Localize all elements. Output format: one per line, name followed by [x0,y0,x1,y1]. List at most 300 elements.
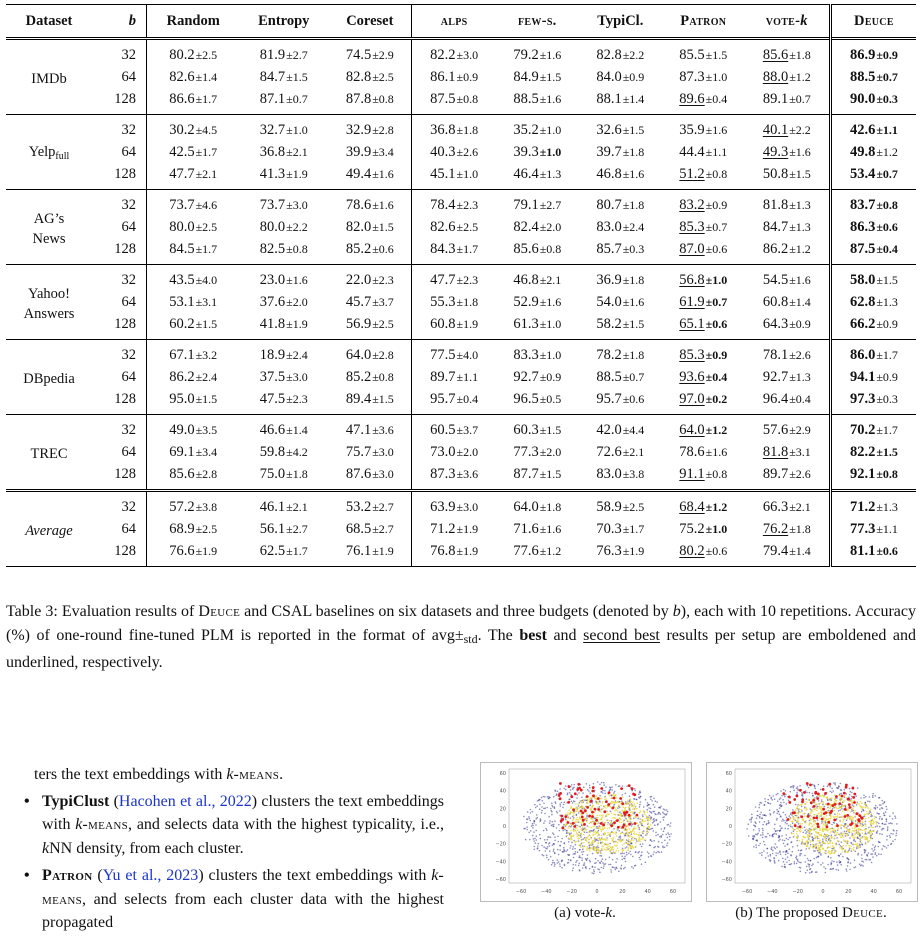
scatter-point [780,828,782,830]
scatter-point [622,806,624,808]
scatter-point [832,849,834,851]
scatter-point [607,824,609,826]
scatter-point [864,829,866,831]
scatter-point [587,789,589,791]
scatter-point [872,856,874,858]
scatter-point [607,813,609,815]
scatter-point [837,832,839,834]
scatter-point [575,844,577,846]
scatter-point [802,839,804,841]
scatter-point [630,840,632,842]
scatter-point [605,807,607,809]
selected-point [617,826,620,829]
scatter-point [616,858,618,860]
scatter-point [611,847,613,849]
scatter-point [670,822,672,824]
scatter-point [894,839,896,841]
scatter-point [780,797,782,799]
scatter-point [576,825,578,827]
scatter-point [753,829,755,831]
value-cell: 96.4±0.4 [762,390,811,407]
scatter-point [818,832,820,834]
scatter-point [785,790,787,792]
selected-point [597,808,600,811]
scatter-point [539,820,541,822]
scatter-point [861,811,863,813]
scatter-point [649,820,651,822]
scatter-point [838,786,840,788]
scatter-point [824,825,826,827]
scatter-point [543,846,545,848]
scatter-point [628,807,630,809]
caption-best: best [519,627,547,644]
scatter-point [772,799,774,801]
scatter-point [549,850,551,852]
scatter-point [806,808,808,810]
scatter-point [860,837,862,839]
scatter-point [870,823,872,825]
scatter-point [791,841,793,843]
value-cell: 87.0±0.6 [679,240,728,257]
table-row [6,463,916,491]
selected-point [826,825,829,828]
selected-point [813,817,816,820]
selected-point [610,824,613,827]
scatter-point [793,787,795,789]
scatter-point [541,806,543,808]
scatter-point [778,837,780,839]
scatter-point [822,838,824,840]
scatter-point [878,853,880,855]
scatter-point [785,814,787,816]
scatter-point [532,827,534,829]
scatter-point [663,813,665,815]
scatter-point [789,864,791,866]
scatter-point [622,785,624,787]
scatter-point [802,818,804,820]
list-item-patron: • Patron (Yu et al., 2023) clusters the text embeddings with k-means, and selects from each cluster data with the highest propagated [24,867,444,931]
citation-link[interactable]: Hacohen et al., 2022 [118,792,252,810]
scatter-point [589,861,591,863]
selected-point [636,814,639,817]
scatter-point [868,817,870,819]
scatter-point [613,828,615,830]
table-row [6,441,916,463]
scatter-point [820,849,822,851]
scatter-point [563,788,565,790]
scatter-point [830,818,832,820]
value-cell: 88.5±0.7 [596,368,645,385]
scatter-point [882,823,884,825]
scatter-point [829,808,831,810]
scatter-point [855,833,857,835]
scatter-point [817,838,819,840]
scatter-point [881,834,883,836]
scatter-point [821,799,823,801]
scatter-point [667,832,669,834]
scatter-point [788,860,790,862]
scatter-point [570,837,572,839]
scatter-point [859,844,861,846]
scatter-point [799,817,801,819]
scatter-point [573,817,575,819]
caption-second-best: second best [583,627,660,644]
scatter-point [758,807,760,809]
scatter-point [814,835,816,837]
scatter-point [539,804,541,806]
scatter-point [768,822,770,824]
scatter-point [561,867,563,869]
selected-point [602,824,605,827]
scatter-point [549,820,551,822]
scatter-point [821,822,823,824]
scatter-point [800,809,802,811]
scatter-point [877,807,879,809]
scatter-point [829,800,831,802]
scatter-point [871,827,873,829]
dataset-name-cell: TREC [30,446,68,462]
scatter-point [557,862,559,864]
scatter-point [835,825,837,827]
scatter-point [615,794,617,796]
scatter-point [836,861,838,863]
scatter-point [618,850,620,852]
scatter-point [629,795,631,797]
scatter-point [823,831,825,833]
scatter-point [578,838,580,840]
selected-point [628,784,631,787]
scatter-point [760,834,762,836]
scatter-point [875,805,877,807]
scatter-point [577,811,579,813]
scatter-point [828,846,830,848]
scatter-point [871,834,873,836]
scatter-point [825,872,827,874]
scatter-point [610,822,612,824]
scatter-point [870,809,872,811]
scatter-point [834,848,836,850]
scatter-point [587,800,589,802]
scatter-point [542,800,544,802]
scatter-point [776,809,778,811]
scatter-point [852,818,854,820]
scatter-point [769,809,771,811]
scatter-point [616,868,618,870]
scatter-point [871,813,873,815]
scatter-point [580,836,582,838]
scatter-point [775,852,777,854]
scatter-point [766,848,768,850]
scatter-point [588,826,590,828]
scatter-point [838,844,840,846]
scatter-point [876,855,878,857]
scatter-point [618,840,620,842]
scatter-point [651,800,653,802]
header-patron: Patron [680,12,727,29]
value-cell: 88.5±0.7 [830,66,916,88]
scatter-point [557,812,559,814]
selected-point [788,801,791,804]
scatter-point [860,807,862,809]
scatter-point [884,824,886,826]
value-cell: 76.3±1.9 [596,542,645,559]
scatter-point [790,854,792,856]
scatter-point [827,829,829,831]
selected-point [787,818,790,821]
scatter-point [595,830,597,832]
value-cell: 89.7±2.6 [762,465,811,482]
scatter-point [841,789,843,791]
budget-cell: 64 [92,291,147,313]
scatter-point [860,865,862,867]
selected-point [560,815,563,818]
scatter-point [552,844,554,846]
scatter-point [773,811,775,813]
scatter-point [604,796,606,798]
selected-point [634,822,637,825]
scatter-point [895,835,897,837]
scatter-point [544,813,546,815]
scatter-point [862,806,864,808]
value-cell: 47.7±2.3 [412,265,496,292]
scatter-point [573,864,575,866]
scatter-point [615,817,617,819]
scatter-point [604,822,606,824]
scatter-point [621,832,623,834]
scatter-point [664,840,666,842]
selected-point [844,815,847,818]
selected-point [619,797,622,800]
scatter-point [554,840,556,842]
scatter-point [554,865,556,867]
selected-point [586,806,589,809]
scatter-point [800,823,802,825]
scatter-point [865,807,867,809]
selected-point [801,801,804,804]
selected-point [590,800,593,803]
scatter-point [814,850,816,852]
scatter-point [652,828,654,830]
scatter-point [605,838,607,840]
scatter-point [847,825,849,827]
scatter-point [825,853,827,855]
scatter-point [594,833,596,835]
scatter-point [629,798,631,800]
scatter-point [816,807,818,809]
scatter-point [856,848,858,850]
scatter-point [558,861,560,863]
value-cell: 87.3±3.6 [412,463,496,491]
budget-cell: 128 [92,463,147,491]
value-cell: 42.0±4.4 [596,421,645,438]
scatter-point [843,839,845,841]
scatter-point [593,832,595,834]
scatter-point [836,869,838,871]
scatter-point [591,872,593,874]
scatter-point [626,842,628,844]
scatter-point [666,813,668,815]
scatter-point [804,808,806,810]
scatter-point [533,831,535,833]
selected-point [843,792,846,795]
selected-point [782,792,785,795]
scatter-point [572,848,574,850]
scatter-point [582,792,584,794]
scatter-point [641,831,643,833]
scatter-point [599,850,601,852]
scatter-point [879,826,881,828]
budget-cell: 64 [92,216,147,238]
scatter-point [824,850,826,852]
scatter-point [653,851,655,853]
scatter-point [749,819,751,821]
scatter-point [597,781,599,783]
scatter-point [589,850,591,852]
scatter-point [859,863,861,865]
scatter-point [602,814,604,816]
scatter-point [626,829,628,831]
selected-point [792,811,795,814]
scatter-point [594,798,596,800]
scatter-point [806,798,808,800]
value-cell: 56.8±1.0 [679,271,728,288]
table-row [6,415,916,442]
scatter-point [855,795,857,797]
value-cell: 92.7±0.9 [513,368,562,385]
scatter-point [657,834,659,836]
scatter-point [617,811,619,813]
scatter-point [564,865,566,867]
scatter-point [636,799,638,801]
scatter-point [585,839,587,841]
scatter-point [779,814,781,816]
scatter-point [611,801,613,803]
value-cell: 82.0±1.5 [345,218,394,235]
scatter-point [843,845,845,847]
scatter-point [867,855,869,857]
scatter-point [562,830,564,832]
scatter-point [639,857,641,859]
scatter-point [791,833,793,835]
scatter-point [865,831,867,833]
value-cell: 81.1±0.6 [830,540,916,567]
value-cell: 56.9±2.5 [345,315,394,332]
scatter-point [627,820,629,822]
scatter-point [637,818,639,820]
selected-point [573,825,576,828]
scatter-point [761,852,763,854]
scatter-point [854,836,856,838]
scatter-point [533,840,535,842]
scatter-point [587,858,589,860]
scatter-point [819,840,821,842]
scatter-point [642,843,644,845]
scatter-point [769,835,771,837]
scatter-point [815,846,817,848]
scatter-point [577,851,579,853]
scatter-point [620,853,622,855]
scatter-point [644,839,646,841]
value-cell: 60.3±1.5 [513,421,562,438]
scatter-point [756,834,758,836]
scatter-point [562,851,564,853]
value-cell: 37.5±3.0 [259,368,308,385]
citation-link[interactable]: Yu et al., 2023 [102,867,199,884]
scatter-point [620,835,622,837]
scatter-point [599,801,601,803]
value-cell: 97.3±0.3 [830,388,916,415]
scatter-point [834,794,836,796]
scatter-point [865,804,867,806]
scatter-point [597,802,599,804]
scatter-point [597,815,599,817]
scatter-point [658,812,660,814]
scatter-point [799,867,801,869]
selected-point [846,814,849,817]
scatter-point [610,847,612,849]
scatter-point [568,862,570,864]
scatter-point [817,806,819,808]
scatter-point [606,837,608,839]
scatter-point [754,836,756,838]
value-cell: 18.9±2.4 [259,346,308,363]
value-cell: 86.3±0.6 [830,216,916,238]
scatter-point [638,797,640,799]
scatter-point [780,815,782,817]
selected-point [836,824,839,827]
selected-point [788,796,791,799]
scatter-point [595,847,597,849]
scatter-point [875,826,877,828]
scatter-point [572,846,574,848]
scatter-point [816,857,818,859]
scatter-point [863,797,865,799]
scatter-point [782,819,784,821]
selected-point [572,809,575,812]
scatter-point [535,807,537,809]
scatter-point [565,813,567,815]
scatter-point [826,796,828,798]
scatter-point [835,816,837,818]
scatter-point [599,855,601,857]
selected-point [855,812,858,815]
scatter-point [778,811,780,813]
scatter-point [797,828,799,830]
scatter-point [807,834,809,836]
selected-point [600,787,603,790]
results-table [6,4,916,567]
selected-point [844,808,847,811]
scatter-point [646,834,648,836]
scatter-point [764,798,766,800]
scatter-point [861,858,863,860]
scatter-point [801,792,803,794]
value-cell: 58.9±2.5 [596,498,645,515]
scatter-point [854,828,856,830]
scatter-point [812,825,814,827]
selected-point [810,801,813,804]
scatter-point [551,811,553,813]
scatter-point [844,796,846,798]
scatter-point [834,832,836,834]
figure-b [706,762,916,932]
scatter-point [574,841,576,843]
scatter-point [535,842,537,844]
scatter-point [867,814,869,816]
scatter-point [818,784,820,786]
scatter-point [800,812,802,814]
scatter-point [883,845,885,847]
